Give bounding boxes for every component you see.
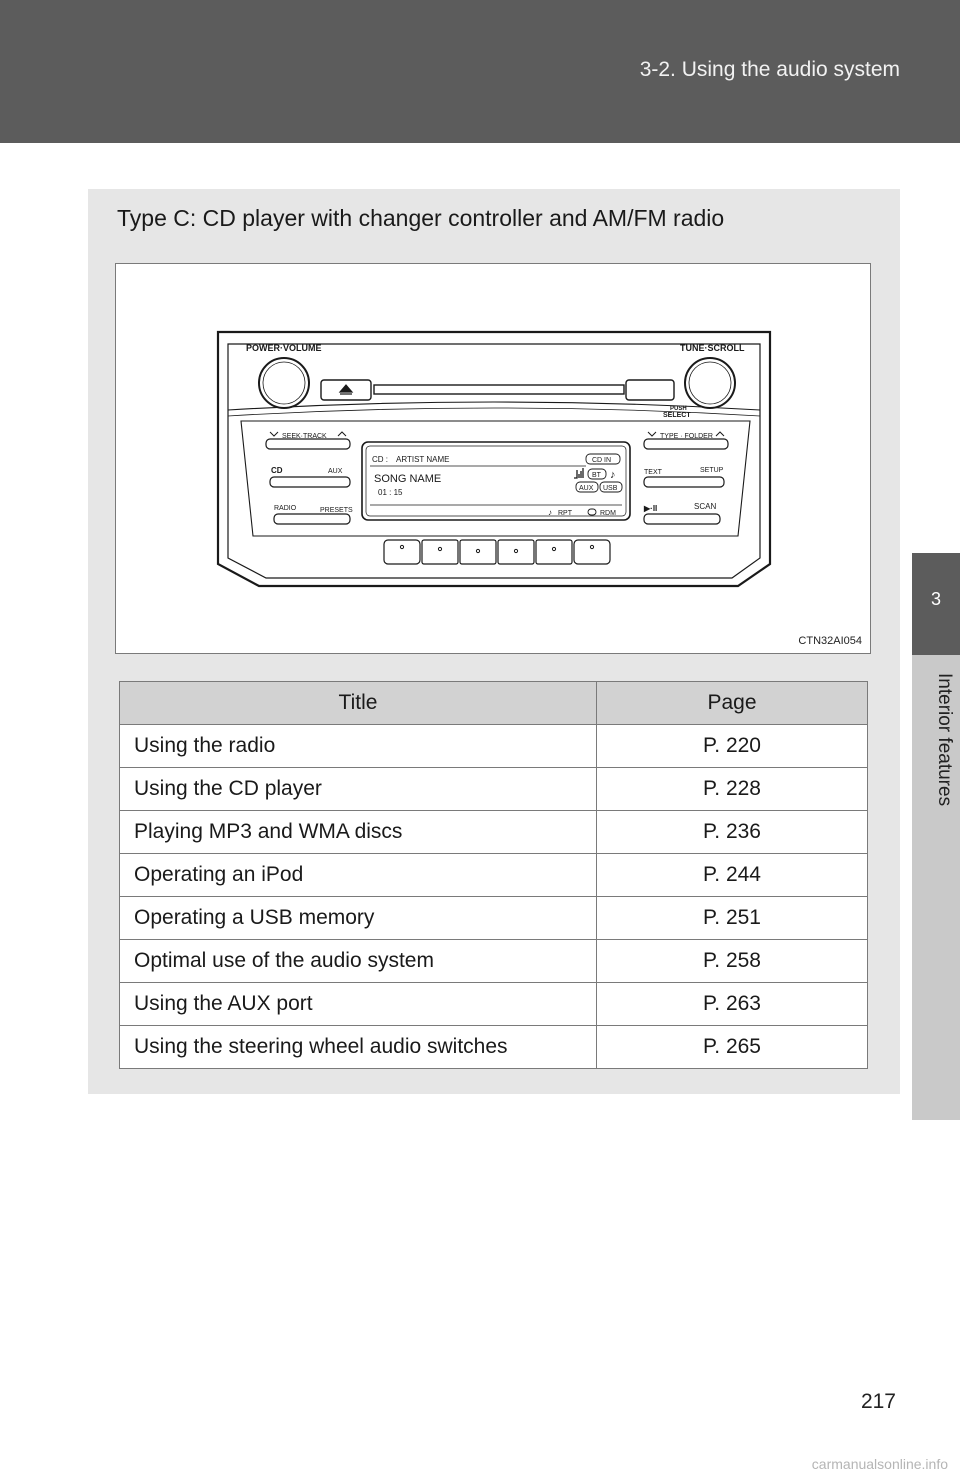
row-title: Operating a USB memory (120, 897, 597, 940)
seek-track-button[interactable] (266, 439, 350, 449)
chapter-tab[interactable] (912, 553, 960, 655)
label-text: TEXT (644, 469, 662, 476)
label-presets: PRESETS (320, 507, 353, 514)
slot-cover (626, 380, 674, 400)
column-header-page: Page (597, 682, 868, 725)
indicator-usb: USB (603, 485, 618, 492)
row-page-link[interactable]: P. 228 (597, 768, 868, 811)
preset-button-1[interactable] (384, 540, 420, 564)
display-song: SONG NAME (374, 473, 442, 485)
radio-presets-button[interactable] (274, 514, 350, 524)
row-page-link[interactable]: P. 251 (597, 897, 868, 940)
text-setup-button[interactable] (644, 477, 724, 487)
table-row[interactable] (120, 897, 868, 940)
column-header-title: Title (120, 682, 597, 725)
table-header-row (120, 682, 868, 725)
row-page-link[interactable]: P. 236 (597, 811, 868, 854)
row-page-link[interactable]: P. 220 (597, 725, 868, 768)
table-row[interactable] (120, 725, 868, 768)
row-title: Operating an iPod (120, 854, 597, 897)
row-title: Playing MP3 and WMA discs (120, 811, 597, 854)
power-volume-knob[interactable] (259, 358, 309, 408)
page-header (0, 0, 960, 143)
label-tune-scroll: TUNE·SCROLL (680, 343, 745, 353)
chapter-number: 3 (930, 589, 941, 609)
preset-button-6[interactable] (574, 540, 610, 564)
row-page-link[interactable]: P. 263 (597, 983, 868, 1026)
label-radio: RADIO (274, 505, 297, 512)
content-panel (88, 189, 900, 1094)
indicator-rpt: RPT (558, 510, 572, 517)
preset-button-4[interactable] (498, 540, 534, 564)
row-title: Using the CD player (120, 768, 597, 811)
page-number: 217 (860, 1390, 896, 1413)
play-scan-button[interactable] (644, 514, 720, 524)
chapter-label: Interior features (934, 673, 955, 807)
table-row[interactable] (120, 768, 868, 811)
contents-table (119, 681, 868, 1069)
label-power-volume: POWER·VOLUME (246, 343, 322, 353)
section-title: 3-2. Using the audio system (639, 58, 900, 81)
audio-unit-drawing (116, 264, 872, 655)
row-page-link[interactable]: P. 244 (597, 854, 868, 897)
label-type-folder: TYPE · FOLDER (660, 433, 713, 440)
row-title: Optimal use of the audio system (120, 940, 597, 983)
label-select: SELECT (663, 412, 691, 419)
chapter-label-tab[interactable] (912, 655, 960, 1120)
label-cd: CD (271, 466, 283, 475)
audio-unit-figure (115, 263, 871, 654)
display-time: 01 : 15 (378, 488, 403, 497)
rpt-note-icon: ♪ (548, 508, 552, 517)
table-row[interactable] (120, 1026, 868, 1069)
watermark: carmanualsonline.info (811, 1456, 948, 1472)
label-play-pause: ▶·II (644, 504, 658, 513)
indicator-bt: BT (592, 472, 601, 479)
table-row[interactable] (120, 983, 868, 1026)
figure-code: CTN32AI054 (798, 635, 862, 647)
label-scan: SCAN (694, 502, 717, 511)
label-aux: AUX (328, 468, 343, 475)
preset-button-3[interactable] (460, 540, 496, 564)
display-artist: ARTIST NAME (396, 455, 450, 464)
table-row[interactable] (120, 940, 868, 983)
display-source: CD : (372, 455, 388, 464)
row-title: Using the radio (120, 725, 597, 768)
label-setup: SETUP (700, 467, 724, 474)
type-folder-button[interactable] (644, 439, 728, 449)
music-note-icon: ♪ (610, 469, 616, 481)
cd-aux-button[interactable] (270, 477, 350, 487)
indicator-aux: AUX (579, 485, 594, 492)
row-page-link[interactable]: P. 265 (597, 1026, 868, 1069)
panel-title: Type C: CD player with changer controller and AM/FM radio (117, 205, 725, 231)
cd-slot (374, 385, 624, 394)
row-title: Using the AUX port (120, 983, 597, 1026)
table-row[interactable] (120, 854, 868, 897)
preset-button-5[interactable] (536, 540, 572, 564)
label-push: PUSH (670, 406, 687, 412)
preset-button-2[interactable] (422, 540, 458, 564)
row-title: Using the steering wheel audio switches (120, 1026, 597, 1069)
indicator-cd-in: CD IN (592, 457, 612, 464)
indicator-rdm: RDM (600, 510, 616, 517)
row-page-link[interactable]: P. 258 (597, 940, 868, 983)
label-seek-track: SEEK·TRACK (282, 433, 327, 440)
table-row[interactable] (120, 811, 868, 854)
tune-scroll-knob[interactable] (685, 358, 735, 408)
